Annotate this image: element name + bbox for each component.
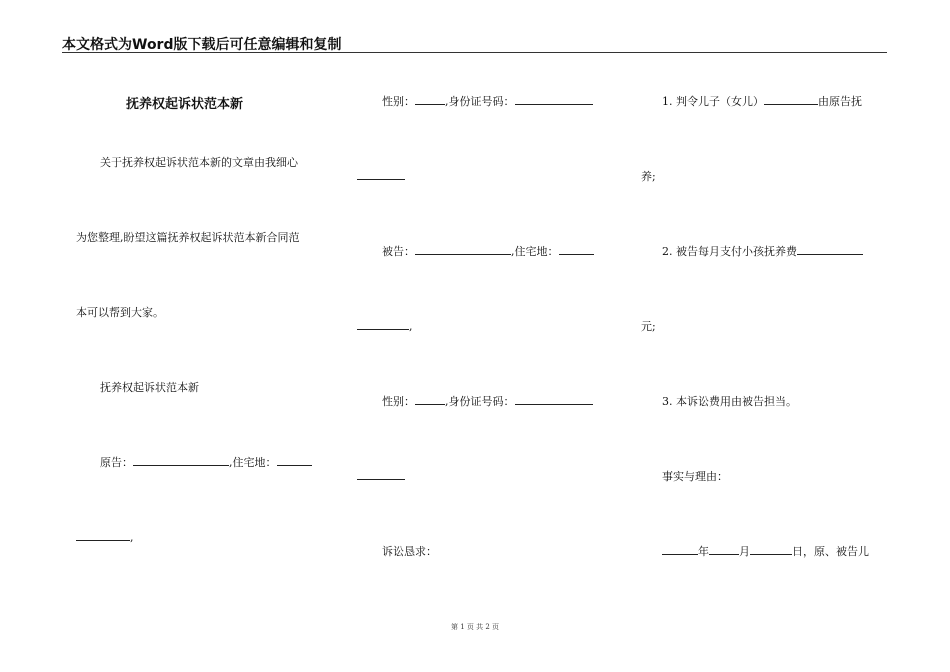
document-header: 本文格式为Word版下载后可任意编辑和复制 (62, 37, 342, 53)
claim-2-line (662, 243, 863, 259)
section-subtitle: 抚养权起诉状范本新 (100, 381, 199, 394)
id-blank[interactable] (515, 93, 593, 105)
plaintiff-blank[interactable] (133, 454, 229, 466)
claim-2-continuation: 元; (641, 320, 656, 333)
defendant-gender-blank[interactable] (415, 393, 445, 405)
residence-label: ,住宅地： (229, 456, 277, 469)
day-blank[interactable] (750, 543, 792, 555)
plaintiff-continuation (76, 529, 134, 544)
continuation-blank[interactable] (76, 529, 130, 541)
blank-line-2 (357, 468, 405, 483)
intro-line-1: 关于抚养权起诉状范本新的文章由我细心 (100, 156, 298, 169)
plaintiff-line (100, 454, 312, 470)
defendant-continuation-blank[interactable] (357, 318, 409, 330)
defendant-line (382, 243, 594, 259)
support-amount-blank[interactable] (797, 243, 863, 255)
claim-2-text: 2. 被告每月支付小孩抚养费 (662, 245, 797, 258)
intro-line-3: 本可以帮到大家。 (76, 306, 164, 319)
document-title: 抚养权起诉状范本新 (126, 97, 244, 112)
year-blank[interactable] (662, 543, 698, 555)
defendant-blank[interactable] (415, 243, 511, 255)
plaintiff-label: 原告： (100, 456, 133, 469)
plaintiff-gender-line (382, 93, 593, 109)
facts-heading: 事实与理由： (662, 470, 728, 483)
claim-1-continuation: 养; (641, 170, 656, 183)
defendant-residence-label: ,住宅地： (511, 245, 559, 258)
continuation-comma: , (130, 531, 134, 544)
gender-blank[interactable] (415, 93, 445, 105)
date-line (662, 543, 869, 559)
defendant-id-continuation-blank[interactable] (357, 468, 405, 480)
month-label: 月 (739, 545, 750, 558)
defendant-label: 被告： (382, 245, 415, 258)
defendant-id-label: ,身份证号码： (445, 395, 515, 408)
defendant-residence-blank[interactable] (559, 243, 594, 255)
id-continuation-blank[interactable] (357, 168, 405, 180)
intro-line-2: 为您整理,盼望这篇抚养权起诉状范本新合同范 (76, 231, 300, 244)
defendant-comma: , (409, 320, 413, 333)
claim-3-line: 3. 本诉讼费用由被告担当。 (662, 395, 797, 408)
claim-1-line (662, 93, 862, 109)
year-label: 年 (698, 545, 709, 558)
claim-1-tail: 由原告抚 (818, 95, 862, 108)
month-blank[interactable] (709, 543, 739, 555)
defendant-gender-label: 性别： (382, 395, 415, 408)
defendant-continuation (357, 318, 413, 333)
day-label: 日，原、被告儿 (792, 545, 869, 558)
claim-1-text: 1. 判令儿子（女儿） (662, 95, 764, 108)
page-number: 第 1 页 共 2 页 (450, 623, 500, 631)
residence-blank[interactable] (277, 454, 312, 466)
claims-heading: 诉讼恳求： (382, 545, 437, 558)
id-label: ,身份证号码： (445, 95, 515, 108)
child-blank[interactable] (764, 93, 818, 105)
defendant-gender-line (382, 393, 593, 409)
header-divider (62, 52, 887, 53)
defendant-id-blank[interactable] (515, 393, 593, 405)
gender-label: 性别： (382, 95, 415, 108)
blank-line (357, 168, 405, 183)
